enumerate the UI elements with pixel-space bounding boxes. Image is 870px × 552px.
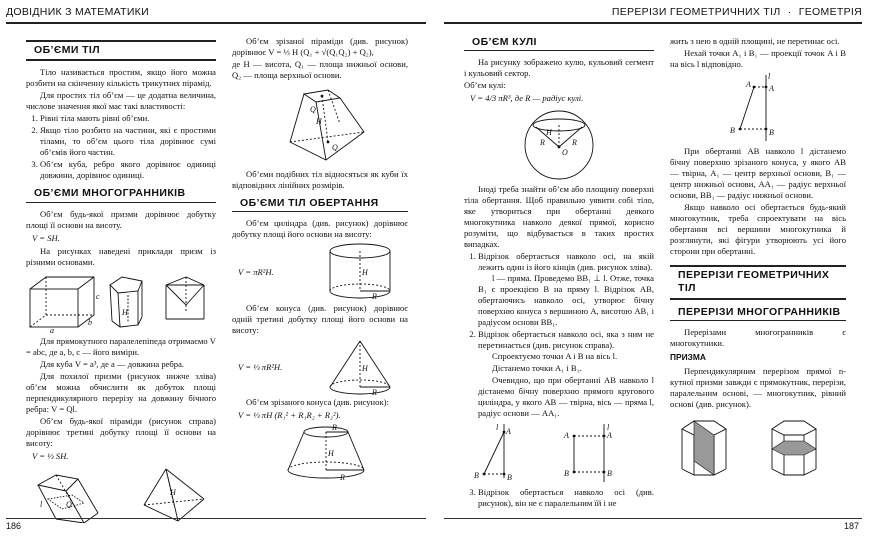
right-page-number: 187	[844, 521, 860, 531]
prism-volume-formula: V = SH.	[32, 232, 60, 243]
oblique-prism-pyramid-figure	[26, 465, 216, 523]
left-page-number: 186	[6, 521, 22, 531]
svg-text:R: R	[572, 138, 577, 148]
svg-text:B: B	[564, 469, 569, 479]
svg-text:A: A	[506, 427, 511, 437]
pyramid-volume-text: Об’єм будь-якої піраміди (рисунок справа) дорівнює третині добутку площі її основи на висоту:	[26, 415, 216, 448]
svg-text:H: H	[170, 487, 176, 497]
right-column-2	[670, 36, 846, 486]
section-title-polyhedra-sections: ПЕРЕРІЗИ МНОГОГРАННИКІВ	[670, 306, 846, 321]
prism-subheading: ПРИЗМА	[670, 352, 706, 363]
truncated-cone-figure	[232, 424, 408, 482]
cone-volume-formula: V = ⅓ πR²H.	[238, 361, 283, 372]
truncated-pyramid-legend: де H — висота, Q₁ — площа нижньої основи, Q₂ — площа верхньої основи.	[232, 59, 408, 80]
svg-text:H: H	[362, 364, 368, 374]
left-page	[0, 0, 432, 552]
rotation-case	[478, 251, 654, 328]
svg-text:a: a	[50, 325, 54, 333]
truncated-cone-formula: V = ⅓ πH (R₁² + R₁R₂ + R₂²).	[238, 410, 341, 421]
ball-volume-label: Об’єм кулі:	[464, 80, 506, 91]
rotation-cases-list	[464, 251, 654, 419]
truncated-cone-rotation-text: При обертанні AB навколо l дістанемо бічну поверхню зрізаного конуса, у якого AB — твірна, A₁ — центр верхньої основи, B₁ — центр нижньої основи, AA₁ — радіус верхньої основи, BB₁ — радіус нижньої основи.	[670, 146, 846, 200]
rotation-case-2-points: Дістанемо точки A₁ і B₁.	[492, 363, 582, 374]
volume-property: 1. Рівні тіла мають рівні об’єми.	[40, 113, 216, 124]
rotation-case	[478, 329, 654, 419]
ball-intro-text: На рисунку зображено кулю, кульовий сегмент і кульовий сектор.	[464, 57, 654, 79]
prism-examples-text: На рисунках наведені приклади призм із різними основами.	[26, 245, 216, 267]
skew-segment-figure	[670, 73, 846, 143]
svg-text:O: O	[562, 148, 568, 158]
oblique-prism-text: Для похилої призми (рисунок нижче зліва) об’єм можна обчислити як добуток площі перпендикулярного перерізу на довжину бічного ребра: V = Ql.	[26, 370, 216, 414]
similar-solids-text: Об’єми подібних тіл відносяться як куби їх відповідних лінійних розмірів.	[232, 169, 408, 190]
right-header-rule	[444, 22, 862, 24]
svg-text:H: H	[316, 117, 322, 126]
svg-text:Q: Q	[332, 143, 338, 152]
right-page	[438, 0, 870, 552]
rotation-case-3: 3. Відрізок обертається навколо осі (див. рисунок), він не є паралельним їй і не	[478, 487, 654, 509]
svg-text:c: c	[96, 291, 100, 301]
rotation-case-2-projection: Спроектуємо точки A і B на вісь l.	[492, 351, 618, 362]
cone-figure	[324, 337, 396, 397]
svg-text:A: A	[607, 431, 612, 441]
section-title-volumes: ОБ’ЄМИ ТІЛ	[26, 40, 216, 61]
svg-text:l: l	[40, 499, 43, 509]
rotation-case-1: Відрізок обертається навколо осі, на якій лежить один із його кінців (див. рисунок зліва).	[478, 251, 654, 273]
right-header-section: ПЕРЕРІЗИ ГЕОМЕТРИЧНИХ ТІЛ	[611, 6, 781, 18]
svg-text:R: R	[540, 138, 545, 148]
box-volume-text: Для прямокутного паралелепіпеда отримаємо V = abc, де a, b, c — його виміри.	[26, 335, 216, 357]
right-footer-rule	[444, 518, 862, 519]
ball-figure	[464, 107, 654, 181]
svg-text:A: A	[746, 80, 751, 89]
prism-sections-figure	[670, 413, 846, 483]
svg-text:H: H	[328, 449, 334, 459]
rotation-case-2: Відрізок обертається навколо осі, яка з ним не перетинається (див. рисунок справа).	[478, 329, 654, 351]
left-column-1	[26, 36, 216, 526]
svg-text:B: B	[769, 128, 774, 137]
left-header-title: ДОВІДНИК З МАТЕМАТИКИ	[6, 6, 149, 18]
rotation-case-3-continued: жить з нею в одній площині, не перетинає осі.	[670, 36, 840, 46]
section-title-rotation: ОБ’ЄМИ ТІЛ ОБЕРТАННЯ	[232, 197, 408, 212]
right-column-1	[464, 36, 654, 510]
truncated-pyramid-figure	[232, 84, 408, 166]
pyramid-volume-formula: V = ⅓ SH.	[32, 450, 69, 461]
svg-text:Q: Q	[310, 105, 316, 114]
left-header-rule	[6, 22, 426, 24]
left-running-header	[6, 6, 426, 24]
truncated-pyramid-text: Об’єм зрізаної піраміди (див. рисунок) дорівнює V = ⅓ H (Q₁ + √(Q₁Q₂) + Q₂),	[232, 36, 408, 57]
svg-text:A: A	[769, 84, 774, 93]
svg-text:H: H	[546, 128, 552, 138]
volume-property: 3. Об’єм куба, ребро якого дорівнює одиниці довжини, дорівнює одиниці.	[40, 159, 216, 181]
prism-section-text: Перпендикулярним перерізом прямої n-кутної призми завжди є прямокутник, перерізи, паралельним основі, — многокутник, рівний основі (див. рисунок).	[670, 366, 846, 410]
svg-text:R: R	[340, 473, 345, 483]
cube-volume-text: Для куба V = a³, де a — довжина ребра.	[40, 358, 185, 369]
svg-text:A: A	[564, 431, 569, 441]
rotation-cases-list-continued	[464, 487, 654, 509]
rotation-case-1-detail: l — пряма. Проведемо BB₁ ⊥ l. Отже, точка B₁ є проекцією B на пряму l. Відрізок AB, обертаючись навколо осі, утворює бічну поверхню конуса з вершиною A, висотою AB₁ і радіусом основи BB₁.	[478, 273, 654, 328]
svg-text:l: l	[496, 423, 499, 433]
svg-text:B: B	[607, 469, 612, 479]
prisms-figure	[26, 271, 216, 333]
svg-text:H: H	[122, 307, 128, 317]
svg-text:H: H	[362, 268, 368, 278]
svg-text:B: B	[474, 471, 479, 481]
section-title-polyhedra: ОБ’ЄМИ МНОГОГРАННИКІВ	[26, 187, 216, 202]
svg-text:R: R	[372, 388, 377, 398]
svg-text:l: l	[768, 73, 771, 81]
polyhedra-sections-text: Перерізами многогранників є многокутники.	[670, 327, 846, 349]
simple-body-definition: Тіло називається простим, якщо його можна розбити на скінченну кількість трикутних пірамід.	[26, 67, 216, 89]
segment-rotation-figures	[464, 422, 654, 484]
svg-text:Q: Q	[66, 499, 72, 509]
right-running-header	[444, 6, 862, 24]
cylinder-volume-formula: V = πR²H.	[238, 266, 274, 277]
truncated-cone-text: Об’єм зрізаного конуса (див. рисунок):	[246, 397, 389, 408]
cone-volume-text: Об’єм конуса (див. рисунок) дорівнює одній третині добутку площі його основи на висоту:	[232, 303, 408, 336]
projection-points-text: Нехай точки A₁ і B₁ — проекції точок A і B на вісь l відповідно.	[670, 48, 846, 69]
prism-volume-text: Об’єм будь-якої призми дорівнює добутку площі її основи на висоту.	[26, 208, 216, 230]
right-header-separator: ·	[787, 6, 792, 18]
rotation-intro-text: Іноді треба знайти об’єм або площину поверхні тіла обертання. Щоб правильно уявити собі тіло, яке утвориться при обертанні деякого многокутника навколо деякої прямої, корисно розуміти, що відбувається в таких простих випадках.	[464, 184, 654, 250]
left-footer-rule	[6, 518, 426, 519]
right-header-subject: ГЕОМЕТРІЯ	[798, 6, 862, 18]
volume-properties-intro: Для простих тіл об’єм — це додатна величина, числове значення якої має такі властивості:	[26, 90, 216, 112]
volume-property: 2. Якщо тіло розбито на частини, які є простими тілами, то об’єм цього тіла дорівнює сумі об’ємів його частин.	[40, 125, 216, 158]
section-title-ball: ОБ’ЄМ КУЛІ	[464, 36, 654, 51]
left-column-2	[232, 36, 408, 485]
rotation-case-2-detail: Очевидно, що при обертанні AB навколо l дістанемо бічну поверхню прямого кругового циліндра, у якого AB — твірна, вісь — пряма l, радіус основи — AA₁.	[478, 375, 654, 419]
volume-properties-list	[26, 113, 216, 181]
cylinder-volume-text: Об’єм циліндра (див. рисунок) дорівнює добутку площі його основи на висоту:	[232, 218, 408, 240]
cylinder-figure	[324, 241, 396, 303]
polygon-rotation-text: Якщо навколо осі обертається будь-який многокутник, треба спроектувати на вісь обертання всі вершини многокутника й розглянути, які фігури утворюють усі його сторони при обертанні.	[670, 202, 846, 256]
svg-text:B: B	[507, 473, 512, 483]
svg-text:l: l	[607, 423, 610, 433]
svg-text:B: B	[730, 126, 735, 135]
svg-text:R: R	[372, 292, 377, 302]
section-title-sections: ПЕРЕРІЗИ ГЕОМЕТРИЧНИХ ТІЛ	[670, 265, 846, 300]
ball-volume-formula: V = 4/3 πR³, де R — радіус кулі.	[470, 93, 584, 104]
svg-text:b: b	[88, 317, 92, 327]
svg-text:R: R	[332, 424, 337, 433]
